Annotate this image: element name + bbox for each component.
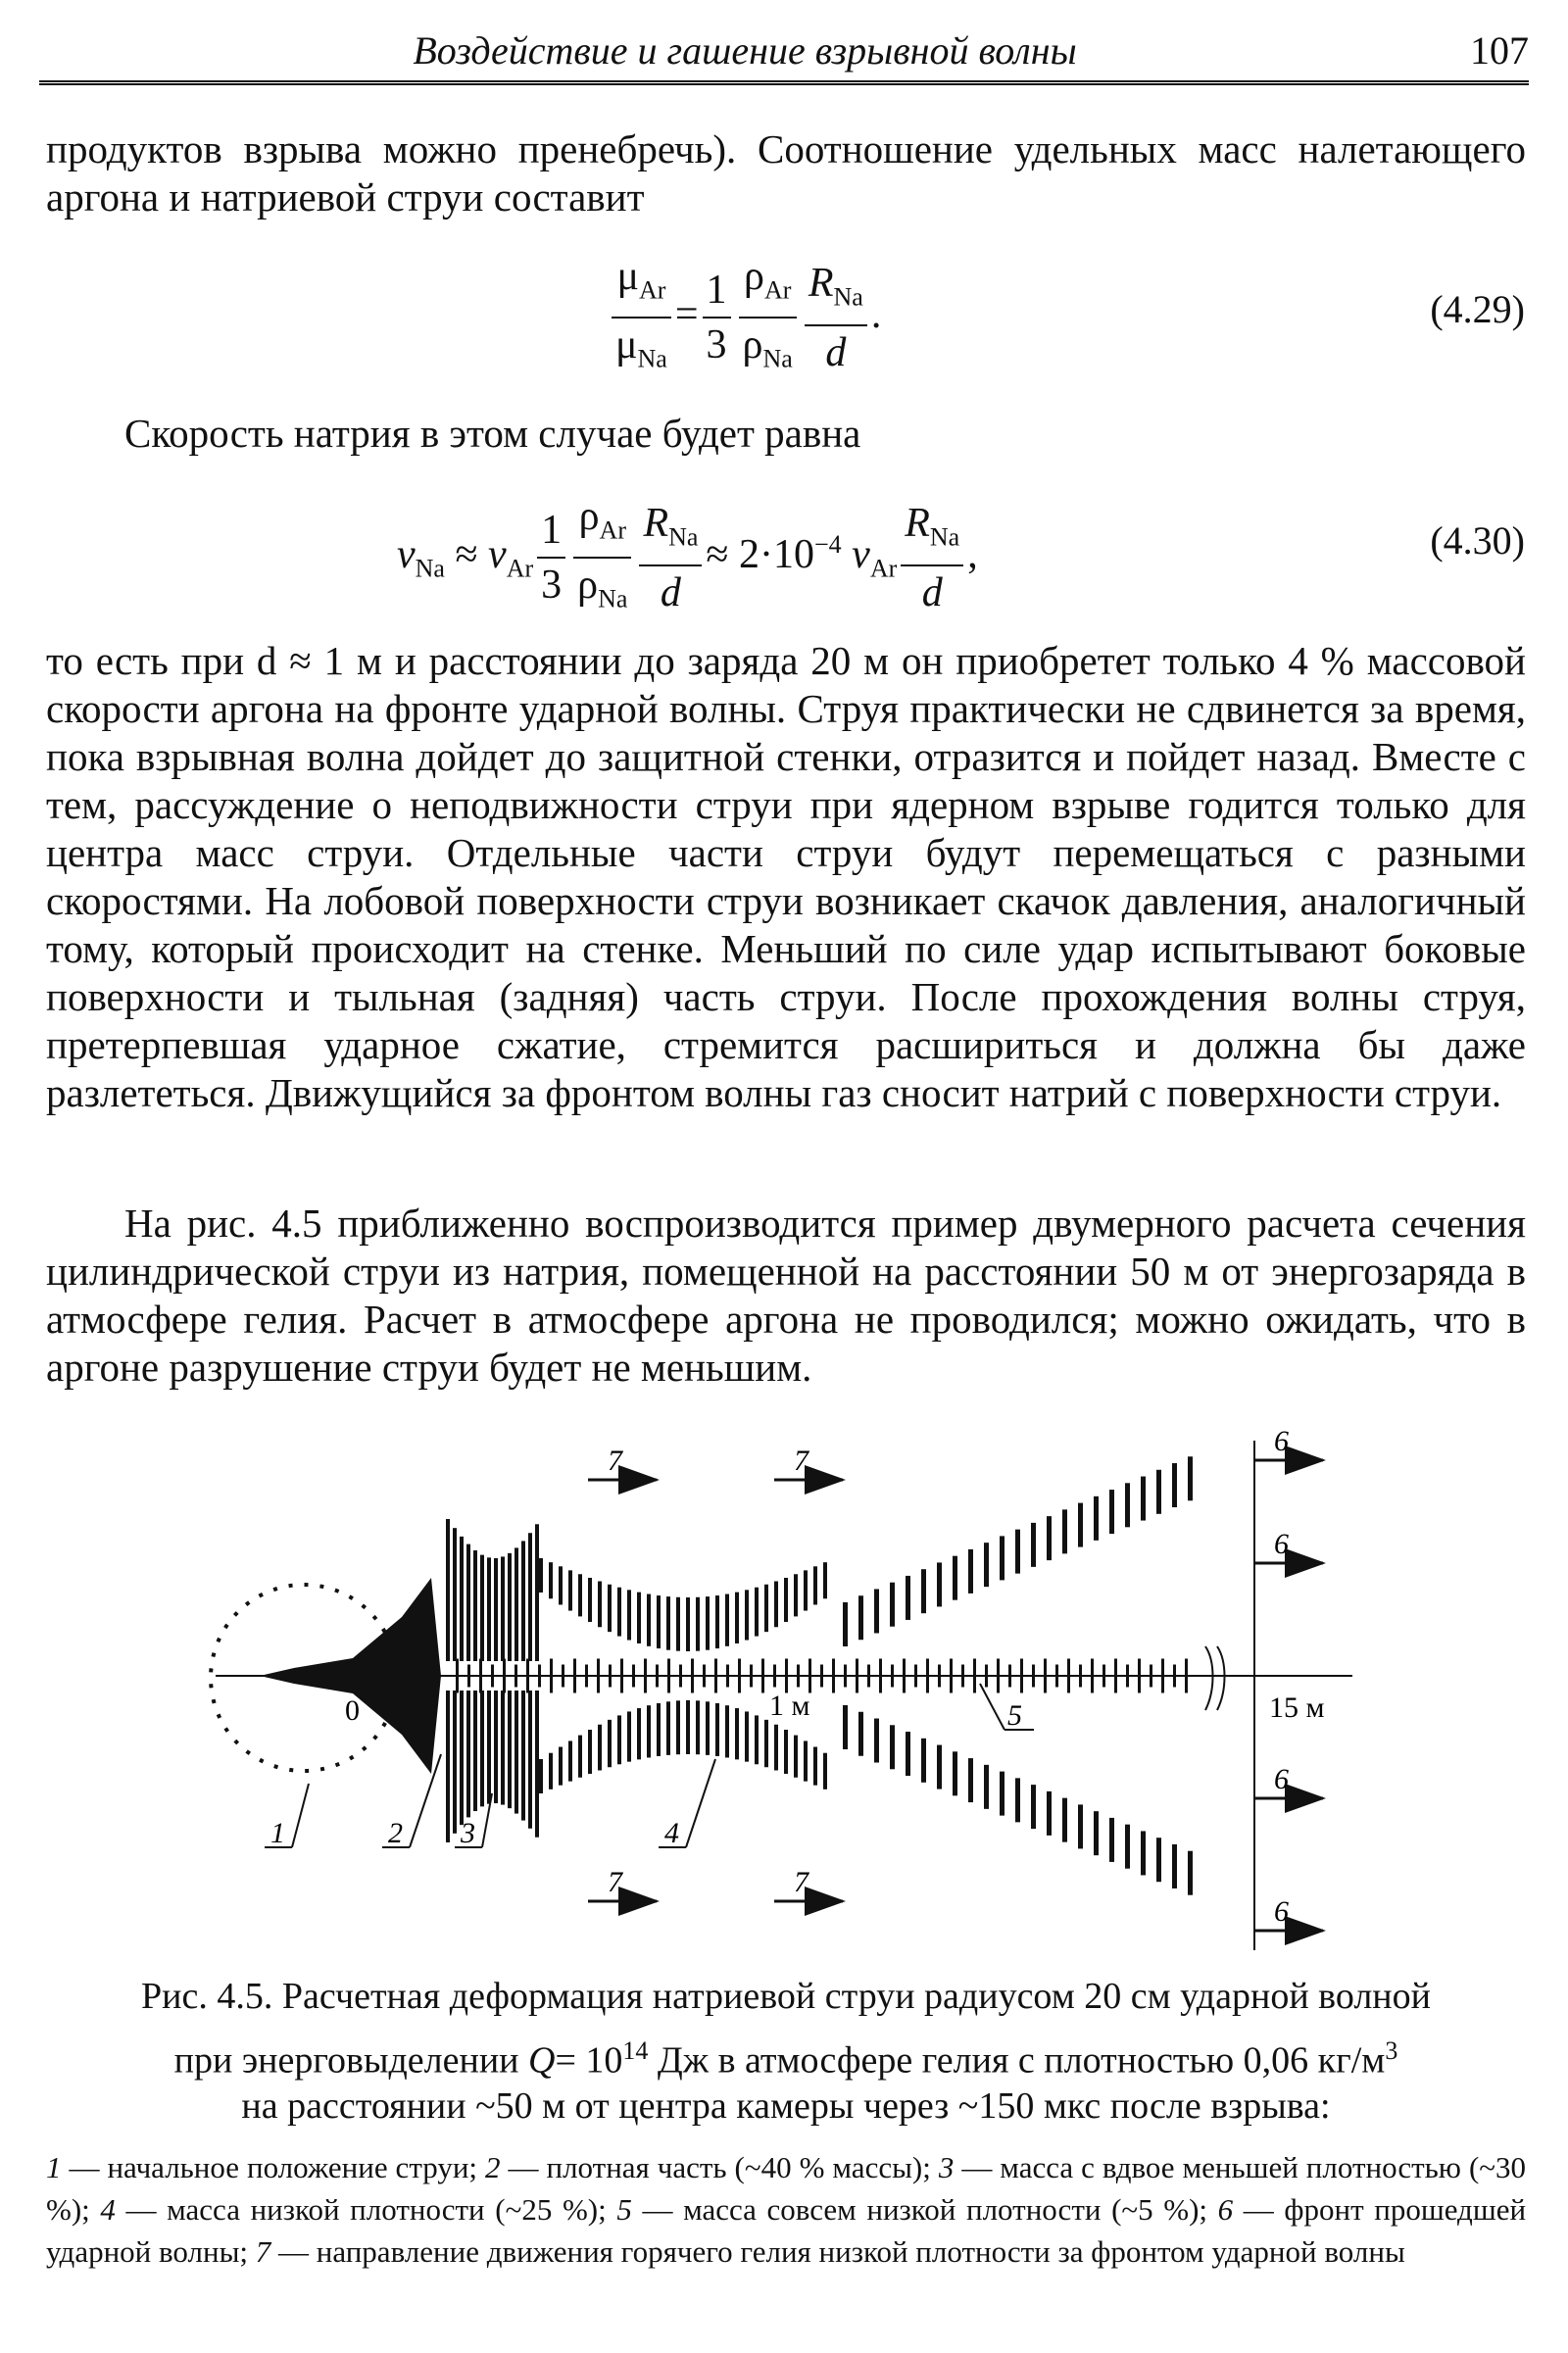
paragraph-4: На рис. 4.5 приближенно воспроизводится пример двумерного расчета сечения цилиндрической струи из натрия, помещенной на расстоянии 50 м от энергозаряда в атмосфере гелия. Расчет в атмосфере аргона не проводился; можно ожидать, что в аргоне разрушение струи будет не меньшим.	[46, 1201, 1526, 1390]
legend-item: 2 — плотная часть (~40 % массы);	[485, 2150, 931, 2184]
figure-caption-line-3: на расстоянии ~50 м от центра камеры через ~150 мкс после взрыва:	[241, 2085, 1331, 2127]
eq429-r-fraction: $\frac{R_{Na}}{d}$	[805, 257, 867, 378]
eq430-r2-fraction: $\frac{R_{Na}}{d}$	[901, 497, 963, 618]
front-label-1: 6	[1274, 1431, 1289, 1457]
figure-legend	[46, 2146, 1526, 2273]
break-mark-1	[1205, 1646, 1213, 1710]
flow-label-4: 7	[794, 1866, 808, 1898]
page-number: 107	[1470, 28, 1529, 73]
legend-item: 3 — масса с вдвое меньшей плотностью (~30 %);	[46, 2150, 1527, 2227]
legend-item: 1 — начальное положение струи;	[46, 2150, 478, 2184]
eq429-rho-fraction: $\frac{\rho_{Ar}}{\rho_{Na}}$	[739, 250, 797, 386]
callout-2	[382, 1754, 441, 1849]
front-label-3: 6	[1274, 1763, 1289, 1795]
flow-label-1: 7	[608, 1445, 622, 1477]
svg-text:5: 5	[1007, 1699, 1022, 1732]
break-mark-2	[1217, 1646, 1225, 1710]
equation-number-4-30: (4.30)	[1430, 518, 1525, 563]
legend-item: 7 — направление движения горячего гелия низкой плотности за фронтом ударной волны	[255, 2234, 1405, 2269]
front-label-2: 6	[1274, 1528, 1289, 1560]
legend-item: 6 — фронт прошедшей ударной волны;	[46, 2192, 1527, 2269]
eq430-third: $\frac{1}{3}$	[537, 504, 565, 612]
figure-4-5	[206, 1431, 1382, 1960]
callout-5	[980, 1684, 1034, 1732]
running-header	[39, 22, 1529, 85]
svg-text:1: 1	[270, 1817, 285, 1849]
figure-caption-line-2: при энерговыделении $Q= 10^{14}$ Дж в атмосфере гелия с плотностью 0,06 $кг/м^3$	[173, 2036, 1398, 2082]
equation-4-29: $\frac{\mu_{Ar}}{\mu_{Na}}$ = $\frac{1}{3}$ $\frac{\rho_{Ar}}{\rho_{Na}}$ $\frac{R_{Na}}{d}$ .	[608, 250, 881, 386]
running-title: Воздействие и гашение взрывной волны	[413, 28, 1077, 73]
equation-4-30: $v_{Na} \approx v_{Ar}$ $\frac{1}{3}$ $\frac{\rho_{Ar}}{\rho_{Na}}$ $\frac{R_{Na}}{d}$ ≈ $2\cdot 10^{-4}$ $v_{Ar}$ $\frac{R_{Na}}{d}$ ,	[397, 490, 978, 626]
dense-core	[260, 1578, 441, 1774]
scale-15m-label: 15 м	[1269, 1691, 1325, 1724]
legend-item: 5 — масса совсем низкой плотности (~5 %);	[616, 2192, 1208, 2227]
front-label-4: 6	[1274, 1895, 1289, 1928]
callout-4	[659, 1759, 715, 1849]
svg-text:3: 3	[461, 1817, 475, 1849]
svg-text:2: 2	[388, 1817, 403, 1849]
callout-1	[265, 1784, 309, 1849]
origin-label: 0	[345, 1694, 360, 1727]
eq430-r-fraction: $\frac{R_{Na}}{d}$	[639, 497, 702, 618]
scale-1m-label: 1 м	[769, 1690, 810, 1722]
paragraph-2: Скорость натрия в этом случае будет равна	[124, 411, 861, 456]
legend-item: 4 — масса низкой плотности (~25 %);	[100, 2192, 607, 2227]
flow-label-2: 7	[794, 1445, 808, 1477]
paragraph-3: то есть при d ≈ 1 м и расстоянии до заряда 20 м он приобретет только 4 % массовой скорости аргона на фронте ударной волны. Струя практически не сдвинется за время, пока взрывная волна дойдет до защитной стенки, отразится и пойдет назад. Вместе с тем, рассуждение о неподвижности струи при ядерном взрыве годится только для центра масс струи. Отдельные части струи будут перемещаться с разными скоростями. На лобовой поверхности струи возникает скачок давления, аналогичный тому, который происходит на стенке. Меньший по силе удар испытывают боковые поверхности и тыльная (задняя) часть струи. После прохождения волны струя, претерпевшая ударное сжатие, стремится расшириться и должна бы даже разлететься. Движущийся за фронтом волны газ сносит натрий с поверхности струи.	[46, 638, 1526, 1115]
eq429-third: $\frac{1}{3}$	[703, 264, 731, 371]
paragraph-1: продуктов взрыва можно пренебречь). Соотношение удельных масс налетающего аргона и натриевой струи составит	[46, 126, 1526, 220]
figure-caption-line-1: Рис. 4.5. Расчетная деформация натриевой струи радиусом 20 см ударной волной	[141, 1976, 1431, 2017]
flow-label-3: 7	[608, 1866, 622, 1898]
equation-number-4-29: (4.29)	[1430, 287, 1525, 331]
eq429-mu-fraction: $\frac{\mu_{Ar}}{\mu_{Na}}$	[612, 250, 671, 386]
eq430-rho-fraction: $\frac{\rho_{Ar}}{\rho_{Na}}$	[573, 490, 631, 626]
svg-text:4: 4	[664, 1817, 679, 1849]
